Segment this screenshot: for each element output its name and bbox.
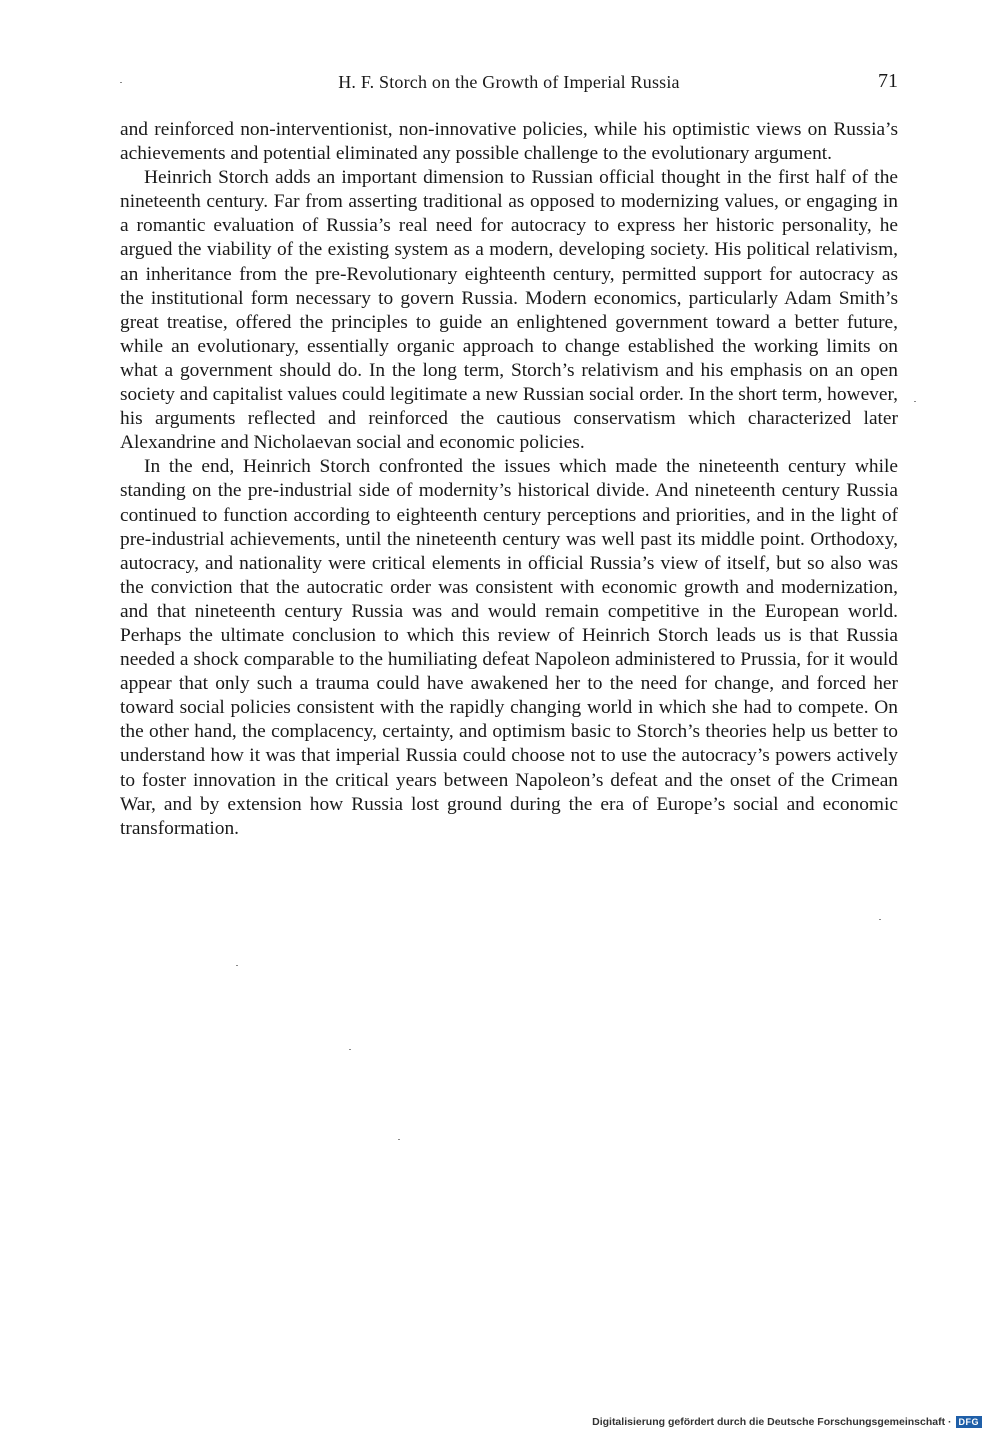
scan-speck <box>398 1139 400 1140</box>
scan-speck <box>879 919 881 920</box>
digitization-credit <box>592 1416 982 1428</box>
body-text <box>120 118 898 841</box>
scan-speck <box>236 965 238 966</box>
scan-speck <box>120 82 122 83</box>
page-number: 71 <box>878 70 898 92</box>
paragraph-storch-dimension: Heinrich Storch adds an important dimension to Russian official thought in the first half of the nineteenth century. Far from asserting traditional as opposed to modernizing values, or engaging in a romantic evaluation of Russia’s real need for autocracy to express her historic personality, he argued the viability of the existing system as a modern, developing society. His political relativism, an inheritance from the pre-Revolutionary eighteenth century, permitted support for autocracy as the institutional form necessary to govern Russia. Modern economics, particularly Adam Smith’s great treatise, offered the principles to guide an enlightened government toward a better future, while an evolutionary, essentially organic approach to change established the working limits on what a government should do. In the long term, Storch’s relativism and his emphasis on an open society and capitalist values could legitimate a new Russian social order. In the short term, however, his arguments reflected and reinforced the cautious conservatism which characterized later Alexandrine and Nicholaevan social and economic policies. <box>120 167 898 454</box>
paragraph-continuation: and reinforced non-interventionist, non-innovative policies, while his optimistic views on Russia’s achievements and potential eliminated any possible challenge to the evolutionary argument. <box>120 119 898 165</box>
scan-speck <box>914 401 916 402</box>
running-title: H. F. Storch on the Growth of Imperial Russia <box>338 72 680 92</box>
paragraph-conclusion: In the end, Heinrich Storch confronted the issues which made the nineteenth century while standing on the pre-industrial side of modernity’s historical divide. And nineteenth century Russia continued to function according to eighteenth century perceptions and priorities, and in the light of pre-industrial achievements, until the nineteenth century was well past its middle point. Orthodoxy, autocracy, and nationality were critical elements in official Russia’s view of itself, but so also was the conviction that the autocratic order was consistent with economic growth and modernization, and that nineteenth century Russia was and would remain competitive in the European world. Perhaps the ultimate conclusion to which this review of Heinrich Storch leads us is that Russia needed a shock comparable to the humiliating defeat Napoleon administered to Prussia, for it would appear that only such a trauma could have awakened her to the need for change, and forced her toward social policies consistent with the rapidly changing world in which she had to compete. On the other hand, the complacency, certainty, and optimism basic to Storch’s theories help us better to understand how it was that imperial Russia could choose not to use the autocracy’s powers actively to foster innovation in the critical years between Napoleon’s defeat and the onset of the Crimean War, and by extension how Russia lost ground during the era of Europe’s social and economic transformation. <box>120 456 898 839</box>
credit-text: Digitalisierung gefördert durch die Deutsche Forschungsgemeinschaft · <box>592 1416 952 1428</box>
scan-speck <box>349 1049 351 1050</box>
dfg-logo: DFG <box>956 1416 983 1428</box>
running-head <box>120 72 898 100</box>
